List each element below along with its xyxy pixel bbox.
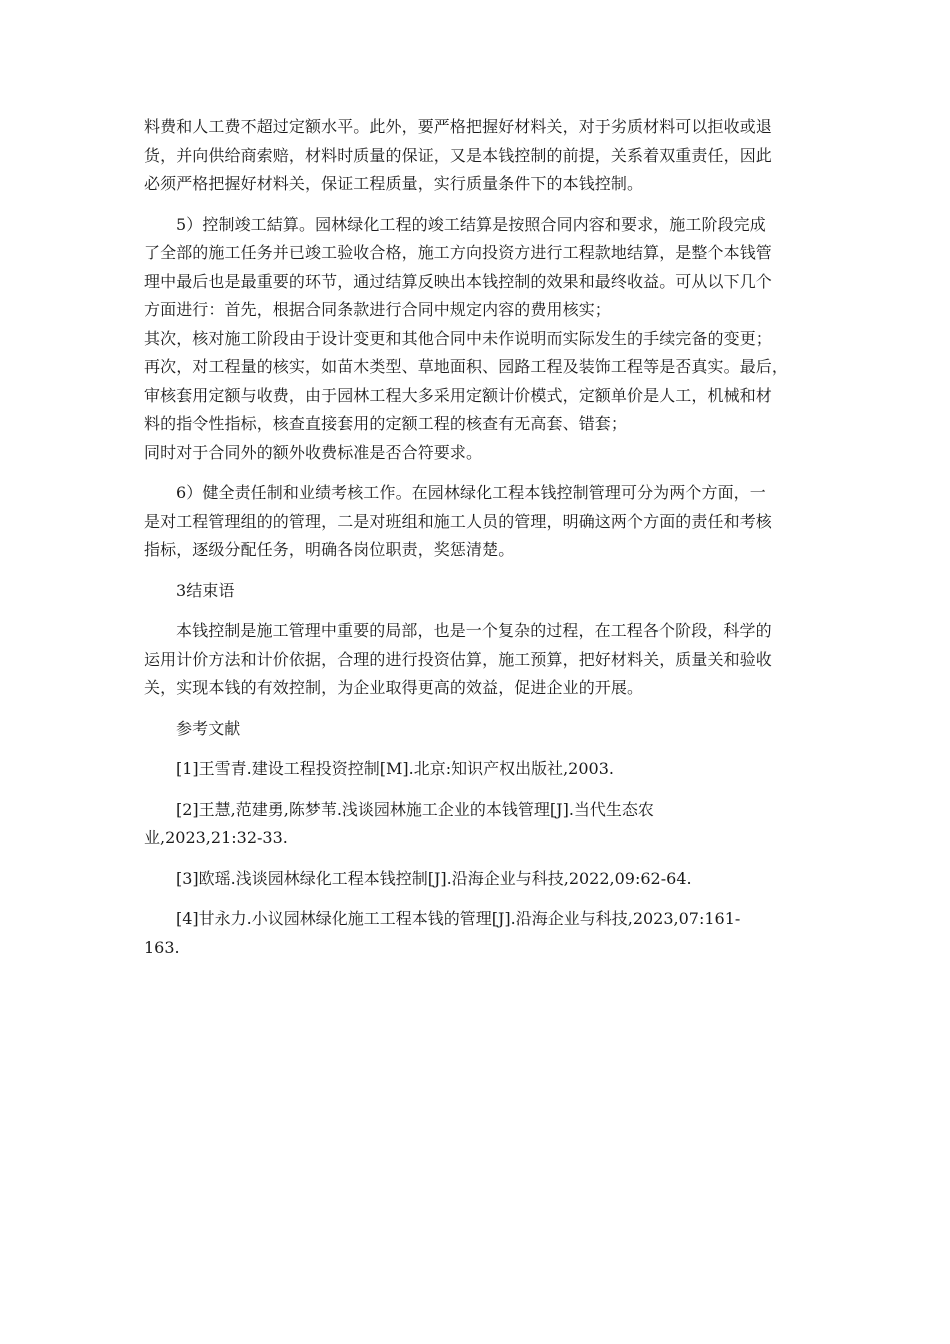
text-line: 指标，逐级分配任务，明确各岗位职责，奖惩清楚。 [144, 540, 515, 559]
paragraph-item-5 [144, 211, 804, 468]
reference-item-3 [144, 865, 804, 894]
text-line: 5）控制竣工結算。园林绿化工程的竣工结算是按照合同内容和要求，施工阶段完成 [176, 214, 766, 234]
text-line: 其次，核对施工阶段由于设计变更和其他合同中未作说明而实际发生的手续完备的变更； [144, 328, 772, 348]
paragraph-continued [144, 113, 804, 199]
reference-item-1 [144, 755, 804, 784]
reference-line: [1]王雪青.建设工程投资控制[M].北京:知识产权出版社,2003. [176, 759, 614, 778]
conclusion-paragraph [144, 617, 804, 703]
reference-line: 163. [144, 937, 180, 957]
text-line: 同时对于合同外的额外收费标准是否合符要求。 [144, 442, 483, 462]
section-heading: 3结束语 [176, 580, 235, 600]
references-heading: 参考文献 [176, 718, 241, 738]
text-line: 本钱控制是施工管理中重要的局部，也是一个复杂的过程，在工程各个阶段，科学的 [176, 621, 772, 640]
paragraph-item-6 [144, 479, 804, 565]
reference-line: [3]欧瑶.浅谈园林绿化工程本钱控制[J].沿海企业与科技,2022,09:62-64. [176, 868, 692, 888]
text-line: 再次，对工程量的核实，如苗木类型、草地面积、园路工程及装饰工程等是否真实。最后， [144, 357, 789, 376]
reference-item-4 [144, 905, 804, 962]
reference-line: [2]王慧,范建勇,陈梦苇.浅谈园林施工企业的本钱管理[J].当代生态农 [176, 799, 654, 819]
reference-item-2 [144, 796, 804, 853]
text-line: 是对工程管理组的的管理，二是对班组和施工人员的管理，明确这两个方面的责任和考核 [144, 511, 772, 531]
text-line: 料费和人工费不超过定额水平。此外，要严格把握好材料关，对于劣质材料可以拒收或退 [144, 117, 772, 136]
text-line: 料的指令性指标，核查直接套用的定额工程的核查有无高套、错套； [144, 414, 628, 433]
text-line: 关，实现本钱的有效控制，为企业取得更高的效益，促进企业的开展。 [144, 678, 644, 697]
references-heading-block [144, 715, 804, 744]
text-line: 必须严格把握好材料关，保证工程质量，实行质量条件下的本钱控制。 [144, 174, 644, 193]
text-line: 理中最后也是最重要的环节，通过结算反映出本钱控制的效果和最终收益。可从以下几个 [144, 271, 772, 291]
text-line: 方面进行：首先，根据合同条款进行合同中规定内容的费用核实； [144, 300, 611, 319]
document-page [144, 113, 804, 962]
text-line: 运用计价方法和计价依据，合理的进行投资估算，施工预算，把好材料关，质量关和验收 [144, 649, 772, 669]
text-line: 货，并向供给商索赔，材料时质量的保证，又是本钱控制的前提，关系着双重责任，因此 [144, 145, 772, 165]
reference-line: [4]甘永力.小议园林绿化施工工程本钱的管理[J].沿海企业与科技,2023,07:161- [176, 909, 741, 928]
text-line: 审核套用定额与收费，由于园林工程大多采用定额计价模式，定额单价是人工，机械和材 [144, 385, 772, 405]
reference-line: 业,2023,21:32-33. [144, 828, 288, 847]
text-line: 了全部的施工任务并已竣工验收合格，施工方向投资方进行工程款地结算，是整个本钱管 [144, 243, 772, 262]
conclusion-section [144, 577, 804, 606]
text-line: 6）健全责任制和业绩考核工作。在园林绿化工程本钱控制管理可分为两个方面，一 [176, 483, 766, 502]
